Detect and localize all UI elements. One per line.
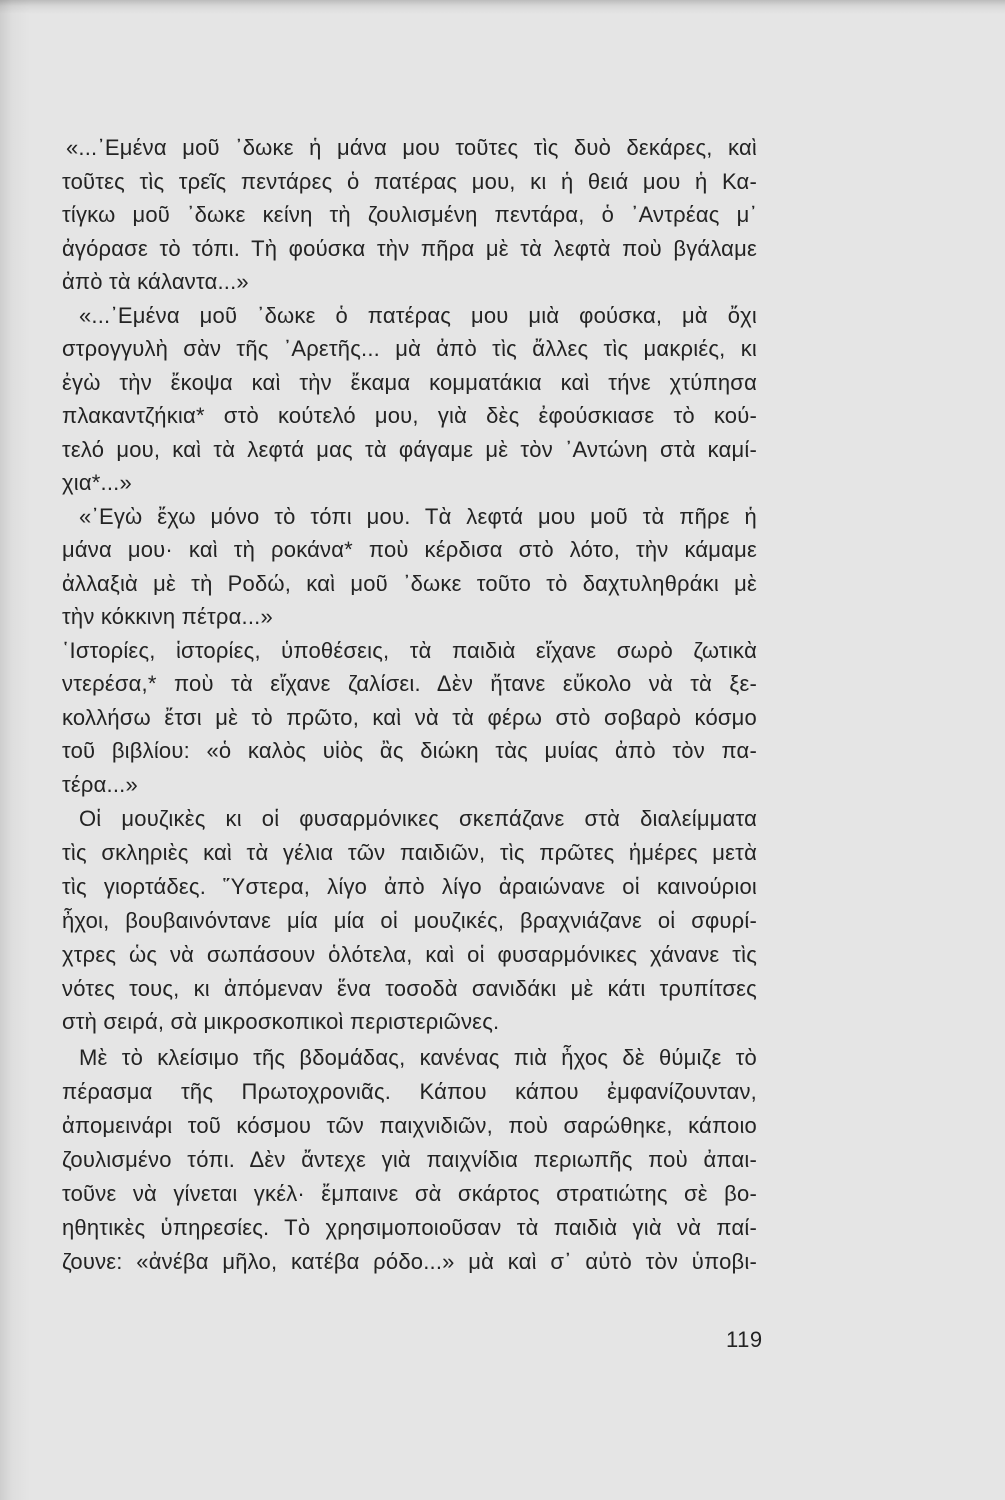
text-line: τὴν κόκκινη πέτρα...» [62, 604, 273, 629]
text-line: τελό μου, καὶ τὰ λεφτά μας τὰ φάγαμε μὲ τὸν ᾿Αντώνη στὰ καμί- [62, 436, 757, 462]
text-line: τοῦ βιβλίου: «ὁ καλὸς υἱὸς ἂς διώκη τὰς μυίας ἀπὸ τὸν πα- [62, 738, 757, 763]
text-line: τοῦνε νὰ γίνεται γκέλ· ἔμπαινε σὰ σκάρτος στρατιώτης σὲ βο- [62, 1181, 757, 1206]
text-line: τὶς σκληριὲς καὶ τὰ γέλια τῶν παιδιῶν, τὶς πρῶτες ἡμέρες μετὰ [62, 839, 757, 865]
text-line: μάνα μου· καὶ τὴ ροκάνα* ποὺ κέρδισα στὸ λότο, τὴν κάμαμε [62, 537, 757, 562]
text-line: ἐγὼ τὴν ἔκοψα καὶ τὴν ἔκαμα κομματάκια καὶ τήνε χτύπησα [62, 369, 757, 395]
text-line: ῾Ιστορίες, ἱστορίες, ὑποθέσεις, τὰ παιδιὰ εἴχανε σωρὸ ζωτικὰ [62, 637, 757, 663]
text-line: ἀπὸ τὰ κάλαντα...» [62, 269, 249, 294]
text-line: ζουλισμένο τόπι. Δὲν ἄντεχε γιὰ παιχνίδια περιωπῆς ποὺ ἀπαι- [62, 1147, 757, 1172]
text-line: πέρασμα τῆς Πρωτοχρονιᾶς. Κάπου κάπου ἐμφανίζουνταν, [62, 1079, 757, 1104]
text-line: ζουνε: «ἀνέβα μῆλο, κατέβα ρόδο...» μὰ καὶ σ᾿ αὐτὸ τὸν ὑποβι- [62, 1249, 757, 1274]
text-line: πλακαντζήκια* στὸ κούτελό μου, γιὰ δὲς ἐφούσκιασε τὸ κού- [62, 403, 757, 428]
text-line: ηθητικὲς ὑπηρεσίες. Τὸ χρησιμοποιοῦσαν τὰ παιδιὰ γιὰ νὰ παί- [62, 1215, 757, 1240]
text-line: ἀπομεινάρι τοῦ κόσμου τῶν παιχνιδιῶν, ποὺ σαρώθηκε, κάποιο [62, 1113, 757, 1138]
text-line: Μὲ τὸ κλείσιμο τῆς βδομάδας, κανένας πιὰ ἦχος δὲ θύμιζε τὸ [79, 1045, 757, 1070]
text-line: «᾿Εγὼ ἔχω μόνο τὸ τόπι μου. Τὰ λεφτά μου μοῦ τὰ πῆρε ἡ [79, 503, 757, 529]
text-line: «...᾿Εμένα μοῦ ᾿δωκε ἡ μάνα μου τοῦτες τὶς δυὸ δεκάρες, καὶ [66, 135, 757, 160]
text-line: κολλήσω ἔτσι μὲ τὸ πρῶτο, καὶ νὰ τὰ φέρω στὸ σοβαρὸ κόσμο [62, 704, 757, 730]
text-line: τοῦτες τὶς τρεῖς πεντάρες ὁ πατέρας μου, κι ἡ θειά μου ἡ Κα- [62, 168, 757, 194]
text-line: τίγκω μοῦ ᾿δωκε κείνη τὴ ζουλισμένη πεντάρα, ὁ ᾿Αντρέας μ᾿ [62, 202, 757, 227]
text-line: νότες τους, κι ἀπόμεναν ἕνα τοσοδὰ σανιδάκι μὲ κάτι τρυπίτσες [62, 975, 757, 1001]
text-line: Οἱ μουζικὲς κι οἱ φυσαρμόνικες σκεπάζανε στὰ διαλείμματα [79, 806, 757, 831]
text-line: στὴ σειρά, σὰ μικροσκοπικοὶ περιστεριῶνες. [62, 1009, 500, 1035]
text-line: χτρες ὡς νὰ σωπάσουν ὁλότελα, καὶ οἱ φυσαρμόνικες χάνανε τὶς [62, 941, 757, 967]
text-line: ἀγόρασε τὸ τόπι. Τὴ φούσκα τὴν πῆρα μὲ τὰ λεφτὰ ποὺ βγάλαμε [62, 235, 757, 261]
text-line: ἦχοι, βουβαινόντανε μία μία οἱ μουζικές, βραχνιάζανε οἱ σφυρί- [62, 907, 757, 933]
page-number: 119 [726, 1327, 763, 1352]
text-line: χια*...» [62, 470, 132, 495]
text-line: ντερέσα,* ποὺ τὰ εἴχανε ζαλίσει. Δὲν ἤτανε εὔκολο νὰ τὰ ξε- [62, 671, 757, 696]
text-line: τέρα...» [62, 771, 138, 797]
text-line: τὶς γιορτάδες. Ὕστερα, λίγο ἀπὸ λίγο ἀραιώνανε οἱ καινούριοι [62, 873, 757, 899]
text-line: ἀλλαξιὰ μὲ τὴ Ροδώ, καὶ μοῦ ᾿δωκε τοῦτο τὸ δαχτυληθράκι μὲ [62, 570, 757, 596]
text-line: στρογγυλὴ σὰν τῆς ᾿Αρετῆς... μὰ ἀπὸ τὶς ἄλλες τὶς μακριές, κι [62, 336, 757, 361]
text-line: «...᾿Εμένα μοῦ ᾿δωκε ὁ πατέρας μου μιὰ φούσκα, μὰ ὄχι [79, 302, 757, 328]
